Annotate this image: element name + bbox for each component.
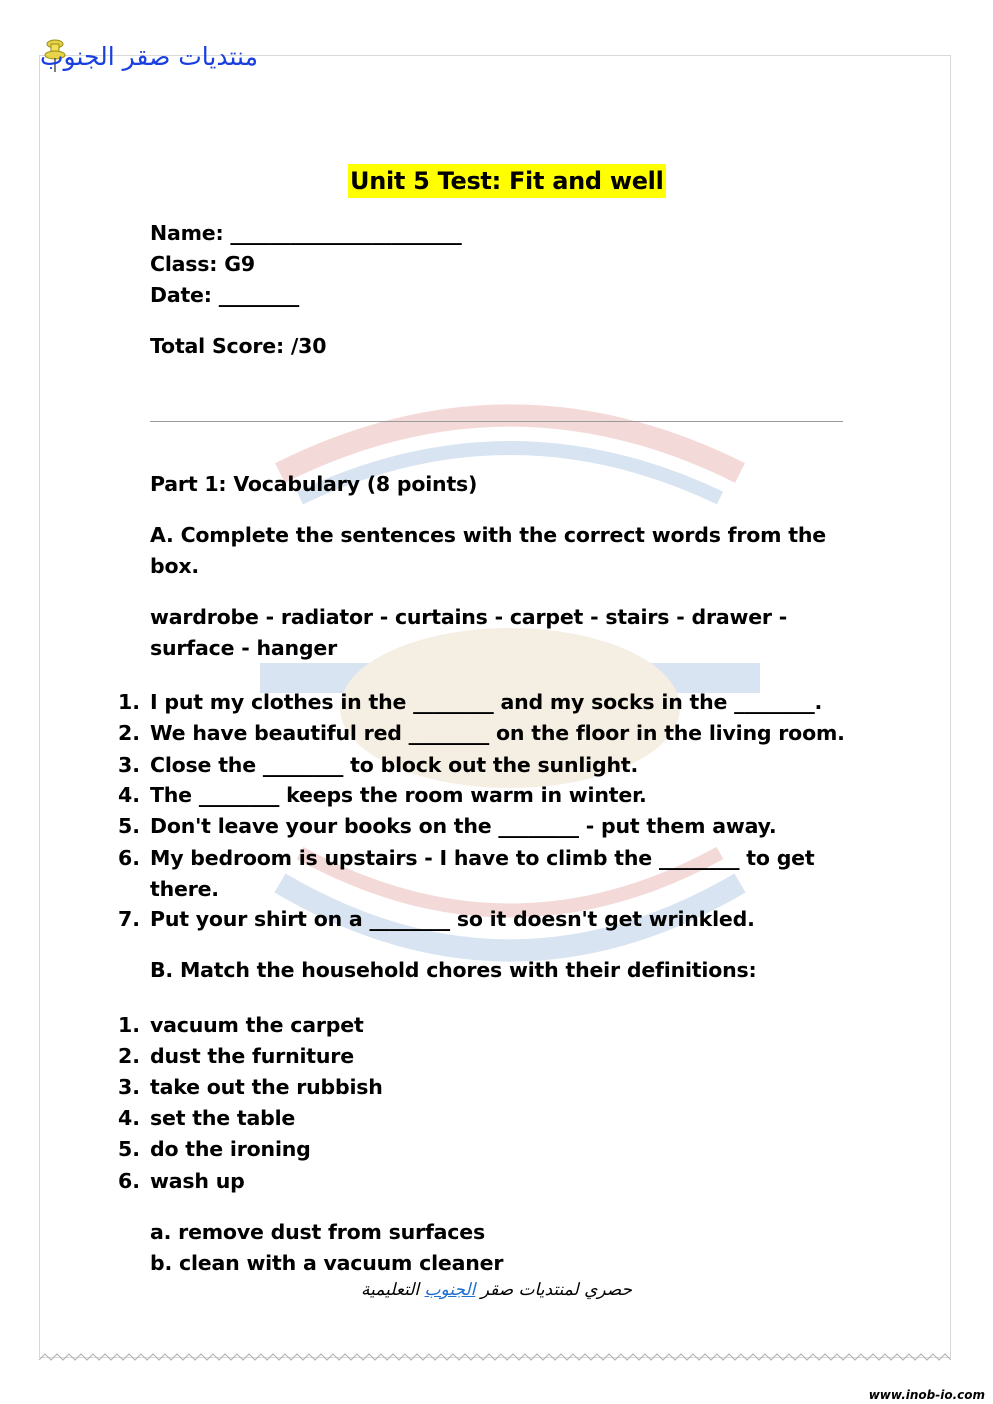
site-url[interactable]: www.inob-io.com [868,1388,985,1402]
chore-item: do the ironing [150,1137,311,1161]
part1-heading: Part 1: Vocabulary (8 points) [150,472,478,496]
chore-number: 1. [117,1013,140,1037]
page-bottom-zigzag [39,1352,951,1364]
sentence-number: 3. [117,753,140,777]
chore-item: wash up [150,1169,245,1193]
sentence-item: Don't leave your books on the ________ - put them away. [150,814,777,838]
sentence-item: I put my clothes in the ________ and my socks in the ________. [150,690,823,714]
chore-number: 5. [117,1137,140,1161]
sentence-number: 1. [117,690,140,714]
definition-item: a. remove dust from surfaces [150,1220,485,1244]
class-label: Class: G9 [150,252,255,276]
sentence-item: Put your shirt on a ________ so it doesn't get wrinkled. [150,907,755,931]
footer-exclusive-note [360,1280,632,1300]
word-box-line1: wardrobe - radiator - curtains - carpet - stairs - drawer - [150,605,788,629]
chore-item: set the table [150,1106,296,1130]
sentence-number: 6. [117,846,140,870]
footer-text-post: التعليمية [361,1280,420,1300]
footer-forum-link[interactable]: الجنوب [424,1280,476,1300]
instruction-a-line2: box. [150,554,199,578]
instruction-b: B. Match the household chores with their definitions: [150,958,757,982]
forum-brand-text: منتديات صقر الجنوب [40,42,258,71]
sentence-item: We have beautiful red ________ on the floor in the living room. [150,721,845,745]
word-box-line2: surface - hanger [150,636,338,660]
forum-logo-watermark [240,378,780,978]
sentence-item: Close the ________ to block out the sunlight. [150,753,639,777]
instruction-a-line1: A. Complete the sentences with the correct words from the [150,523,826,547]
sentence-number: 4. [117,783,140,807]
definition-item: b. clean with a vacuum cleaner [150,1251,504,1275]
footer-text-pre: حصري لمنتديات صقر [480,1280,632,1300]
chore-number: 4. [117,1106,140,1130]
chore-number: 2. [117,1044,140,1068]
chore-item: vacuum the carpet [150,1013,364,1037]
sentence-number: 2. [117,721,140,745]
total-score-label: Total Score: /30 [150,334,327,358]
date-field-label: Date: ________ [150,283,300,307]
horizontal-divider [150,421,843,422]
sentence-item: My bedroom is upstairs - I have to climb the ________ to get [150,846,815,870]
sentence-item-continuation: there. [150,877,219,901]
chore-item: take out the rubbish [150,1075,383,1099]
chore-item: dust the furniture [150,1044,354,1068]
chore-number: 6. [117,1169,140,1193]
sentence-item: The ________ keeps the room warm in winter. [150,783,647,807]
chore-number: 3. [117,1075,140,1099]
name-field-label: Name: _______________________ [150,221,462,245]
sentence-number: 7. [117,907,140,931]
sentence-number: 5. [117,814,140,838]
test-title: Unit 5 Test: Fit and well [348,164,666,198]
